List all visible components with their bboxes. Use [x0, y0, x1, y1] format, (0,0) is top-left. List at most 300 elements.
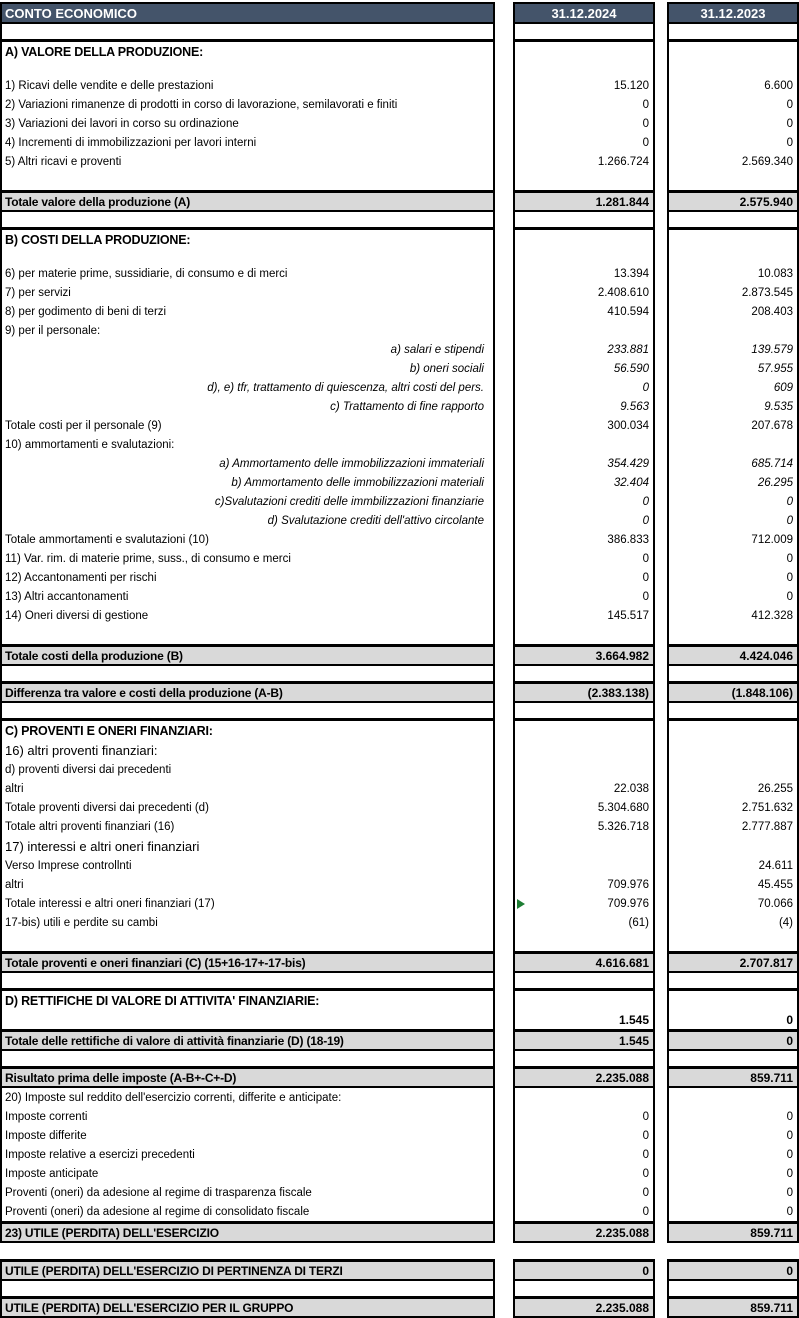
table-row [0, 1281, 799, 1296]
column-spacer [655, 359, 667, 378]
column-spacer [655, 473, 667, 492]
column-spacer [655, 1107, 667, 1126]
value-cell-2024 [513, 152, 655, 171]
label-cell [0, 1221, 495, 1243]
label-cell [0, 913, 495, 932]
column-spacer [655, 1281, 667, 1296]
column-spacer [495, 133, 513, 152]
row-label: A) VALORE DELLA PRODUZIONE: [5, 44, 204, 59]
value-cell-2024 [513, 1281, 655, 1296]
row-label: b) oneri sociali [409, 362, 484, 375]
value-2024: 354.429 [607, 457, 649, 470]
value-cell-2023 [667, 95, 799, 114]
value-2024: 0 [642, 1205, 649, 1218]
value-2024: (61) [628, 916, 649, 929]
row-label: 4) Incrementi di immobilizzazioni per lavori interni [5, 136, 257, 149]
column-spacer [655, 530, 667, 549]
table-row [0, 1088, 799, 1107]
table-row [0, 1183, 799, 1202]
label-cell [0, 416, 495, 435]
column-spacer [655, 568, 667, 587]
value-2024: 0 [642, 1263, 649, 1278]
label-cell [0, 76, 495, 95]
value-cell-2024 [513, 114, 655, 133]
table-row [0, 227, 799, 249]
column-spacer [655, 740, 667, 760]
value-cell-2024 [513, 39, 655, 61]
value-cell-2024 [513, 416, 655, 435]
row-label: 7) per servizi [5, 286, 71, 299]
value-cell-2024 [513, 856, 655, 875]
column-spacer [495, 779, 513, 798]
label-cell [0, 587, 495, 606]
value-cell-2024 [513, 798, 655, 817]
table-row [0, 1243, 799, 1259]
value-cell-2024 [513, 681, 655, 703]
row-label: D) RETTIFICHE DI VALORE DI ATTIVITA' FINANZIARIE: [5, 993, 320, 1008]
label-cell [0, 397, 495, 416]
column-spacer [495, 703, 513, 718]
value-2023: 2.569.340 [741, 155, 793, 168]
label-cell [0, 760, 495, 779]
row-label: Imposte anticipate [5, 1167, 99, 1180]
label-cell [0, 1243, 495, 1259]
value-cell-2023 [667, 1088, 799, 1107]
value-2023: 2.873.545 [741, 286, 793, 299]
column-spacer [495, 435, 513, 454]
row-label: d), e) tfr, trattamento di quiescenza, altri costi del pers. [207, 381, 484, 394]
value-2023: 0 [786, 1263, 793, 1278]
column-spacer [495, 1243, 513, 1259]
column-spacer [495, 988, 513, 1010]
row-label: 2) Variazioni rimanenze di prodotti in corso di lavorazione, semilavorati e finiti [5, 98, 398, 111]
value-cell-2023 [667, 340, 799, 359]
value-2023: 2.751.632 [741, 801, 793, 814]
table-row [0, 798, 799, 817]
column-spacer [655, 492, 667, 511]
row-label: 13) Altri accantonamenti [5, 590, 129, 603]
table-row [0, 340, 799, 359]
column-spacer [655, 894, 667, 913]
value-2023: 0 [786, 98, 793, 111]
value-2023: 0 [786, 1012, 793, 1027]
value-cell-2024 [513, 378, 655, 397]
row-label: 23) UTILE (PERDITA) DELL'ESERCIZIO [5, 1225, 219, 1240]
value-cell-2024 [513, 1221, 655, 1243]
label-cell [0, 973, 495, 988]
table-row [0, 856, 799, 875]
row-label: Risultato prima delle imposte (A-B+-C+-D) [5, 1070, 237, 1085]
row-label: 12) Accantonamenti per rischi [5, 571, 157, 584]
column-spacer [495, 1051, 513, 1066]
table-row [0, 24, 799, 39]
value-2024: 145.517 [607, 609, 649, 622]
column-spacer [655, 435, 667, 454]
column-spacer [655, 913, 667, 932]
value-2023: 0 [786, 1129, 793, 1142]
value-cell-2024 [513, 666, 655, 681]
value-2023: 859.711 [750, 1300, 793, 1315]
column-spacer [655, 549, 667, 568]
value-2024: 5.326.718 [597, 820, 649, 833]
column-spacer [655, 152, 667, 171]
label-cell [0, 511, 495, 530]
value-2023: 70.066 [757, 897, 793, 910]
column-spacer [655, 511, 667, 530]
value-2024: 2.235.088 [595, 1070, 649, 1085]
column-spacer [495, 530, 513, 549]
row-label: a) salari e stipendi [390, 343, 484, 356]
value-cell-2023 [667, 435, 799, 454]
value-2024: 1.545 [618, 1012, 649, 1027]
value-cell-2024 [513, 227, 655, 249]
value-cell-2024 [513, 302, 655, 321]
label-cell [0, 644, 495, 666]
table-row [0, 875, 799, 894]
value-cell-2023 [667, 511, 799, 530]
label-cell [0, 530, 495, 549]
row-label: 14) Oneri diversi di gestione [5, 609, 149, 622]
table-row [0, 779, 799, 798]
column-spacer [655, 61, 667, 76]
value-cell-2024 [513, 1164, 655, 1183]
column-spacer [495, 212, 513, 227]
table-row [0, 1010, 799, 1029]
value-cell-2024 [513, 740, 655, 760]
value-2024: 0 [642, 117, 649, 130]
column-spacer [655, 95, 667, 114]
value-2024: 0 [642, 1186, 649, 1199]
column-spacer [495, 973, 513, 988]
value-cell-2024 [513, 1088, 655, 1107]
table-row [0, 454, 799, 473]
label-cell [0, 568, 495, 587]
value-cell-2023 [667, 1145, 799, 1164]
statement-title: CONTO ECONOMICO [0, 2, 495, 24]
value-cell-2023 [667, 1126, 799, 1145]
table-row [0, 152, 799, 171]
label-cell [0, 1145, 495, 1164]
value-2023: (4) [778, 916, 793, 929]
value-2023: 2.777.887 [741, 820, 793, 833]
value-2023: 0 [786, 1033, 793, 1048]
column-spacer [655, 227, 667, 249]
row-label: d) Svalutazione crediti dell'attivo circolante [267, 514, 484, 527]
statement-rows [0, 24, 799, 1318]
table-row [0, 1066, 799, 1088]
column-spacer [655, 114, 667, 133]
column-spacer [495, 568, 513, 587]
value-cell-2023 [667, 283, 799, 302]
value-cell-2023 [667, 894, 799, 913]
value-cell-2024 [513, 359, 655, 378]
label-cell [0, 39, 495, 61]
value-2024: 56.590 [613, 362, 649, 375]
value-cell-2024 [513, 133, 655, 152]
table-row [0, 530, 799, 549]
value-2024: 0 [642, 495, 649, 508]
table-row [0, 1164, 799, 1183]
column-spacer [495, 606, 513, 625]
value-cell-2023 [667, 171, 799, 190]
value-2023: 139.579 [751, 343, 793, 356]
value-cell-2023 [667, 1243, 799, 1259]
row-label: 20) Imposte sul reddito dell'esercizio correnti, differite e anticipate: [5, 1091, 342, 1104]
row-label: Totale proventi diversi dai precedenti (d) [5, 801, 209, 814]
value-cell-2024 [513, 1107, 655, 1126]
label-cell [0, 1164, 495, 1183]
column-spacer [495, 340, 513, 359]
column-spacer [655, 1243, 667, 1259]
column-spacer [495, 511, 513, 530]
value-2023: 0 [786, 1148, 793, 1161]
column-spacer [495, 1259, 513, 1281]
value-cell-2023 [667, 321, 799, 340]
column-spacer [495, 264, 513, 283]
column-spacer [495, 1281, 513, 1296]
label-cell [0, 681, 495, 703]
value-cell-2023 [667, 988, 799, 1010]
table-row [0, 817, 799, 836]
table-row [0, 703, 799, 718]
value-cell-2024 [513, 1202, 655, 1221]
value-cell-2023 [667, 718, 799, 740]
column-spacer [655, 666, 667, 681]
column-spacer [655, 133, 667, 152]
column-spacer [655, 190, 667, 212]
value-2024: 0 [642, 381, 649, 394]
table-row [0, 894, 799, 913]
table-row [0, 212, 799, 227]
label-cell [0, 740, 495, 760]
value-cell-2023 [667, 473, 799, 492]
label-cell [0, 606, 495, 625]
value-cell-2023 [667, 836, 799, 856]
column-spacer [655, 779, 667, 798]
column-spacer [495, 1088, 513, 1107]
table-row [0, 1126, 799, 1145]
table-row [0, 644, 799, 666]
value-cell-2024 [513, 718, 655, 740]
value-2024: 9.563 [620, 400, 649, 413]
row-label: 9) per il personale: [5, 324, 101, 337]
column-spacer [655, 416, 667, 435]
label-cell [0, 894, 495, 913]
value-cell-2024 [513, 76, 655, 95]
column-spacer [655, 302, 667, 321]
value-cell-2023 [667, 190, 799, 212]
value-cell-2023 [667, 913, 799, 932]
value-2023: 6.600 [764, 79, 793, 92]
row-label: Verso Imprese controllnti [5, 859, 132, 872]
value-2023: 859.711 [750, 1070, 793, 1085]
value-2024: 709.976 [607, 897, 649, 910]
value-2023: 10.083 [757, 267, 793, 280]
label-cell [0, 227, 495, 249]
value-2024: 22.038 [613, 782, 649, 795]
column-spacer [495, 473, 513, 492]
column-spacer [655, 875, 667, 894]
value-cell-2023 [667, 1051, 799, 1066]
column-spacer [495, 894, 513, 913]
value-2023: 0 [786, 571, 793, 584]
value-cell-2024 [513, 397, 655, 416]
value-cell-2024 [513, 760, 655, 779]
table-row [0, 473, 799, 492]
value-2024: 15.120 [613, 79, 649, 92]
value-2024: 2.408.610 [597, 286, 649, 299]
column-spacer [495, 760, 513, 779]
label-cell [0, 798, 495, 817]
row-label: 1) Ricavi delle vendite e delle prestazioni [5, 79, 214, 92]
column-spacer [495, 875, 513, 894]
table-row [0, 1221, 799, 1243]
table-row [0, 435, 799, 454]
value-cell-2023 [667, 1202, 799, 1221]
value-cell-2023 [667, 227, 799, 249]
table-row [0, 511, 799, 530]
row-label: C) PROVENTI E ONERI FINANZIARI: [5, 723, 213, 738]
table-row [0, 61, 799, 76]
table-row [0, 114, 799, 133]
value-2023: 0 [786, 117, 793, 130]
value-2024: 0 [642, 1167, 649, 1180]
value-cell-2023 [667, 264, 799, 283]
column-spacer [655, 264, 667, 283]
value-cell-2024 [513, 703, 655, 718]
table-row [0, 587, 799, 606]
column-spacer [655, 378, 667, 397]
column-spacer [655, 1051, 667, 1066]
value-cell-2023 [667, 703, 799, 718]
value-cell-2024 [513, 568, 655, 587]
value-2023: 9.535 [764, 400, 793, 413]
label-cell [0, 703, 495, 718]
value-2023: 2.707.817 [739, 955, 793, 970]
column-spacer [495, 932, 513, 951]
column-spacer [655, 39, 667, 61]
label-cell [0, 283, 495, 302]
value-cell-2023 [667, 1259, 799, 1281]
value-cell-2024 [513, 779, 655, 798]
table-row [0, 492, 799, 511]
column-header-2024: 31.12.2024 [513, 2, 655, 24]
column-spacer [495, 817, 513, 836]
table-row [0, 913, 799, 932]
value-cell-2024 [513, 625, 655, 644]
value-2023: 609 [773, 381, 793, 394]
column-spacer [495, 302, 513, 321]
column-spacer [655, 249, 667, 264]
label-cell [0, 212, 495, 227]
column-spacer [495, 152, 513, 171]
table-row [0, 397, 799, 416]
column-spacer [495, 227, 513, 249]
column-spacer [495, 798, 513, 817]
value-cell-2023 [667, 24, 799, 39]
column-spacer [495, 190, 513, 212]
row-label: 10) ammortamenti e svalutazioni: [5, 438, 175, 451]
value-cell-2023 [667, 302, 799, 321]
column-header-2023: 31.12.2023 [667, 2, 799, 24]
label-cell [0, 473, 495, 492]
row-label: 17-bis) utili e perdite su cambi [5, 916, 158, 929]
table-row [0, 932, 799, 951]
label-cell [0, 1259, 495, 1281]
value-cell-2023 [667, 39, 799, 61]
table-row [0, 190, 799, 212]
table-row [0, 568, 799, 587]
value-cell-2024 [513, 492, 655, 511]
table-row [0, 133, 799, 152]
green-flag-icon [517, 899, 525, 909]
label-cell [0, 61, 495, 76]
row-label: 11) Var. rim. di materie prime, suss., di consumo e merci [5, 552, 291, 565]
table-row [0, 718, 799, 740]
value-cell-2024 [513, 1029, 655, 1051]
row-label: Proventi (oneri) da adesione al regime di trasparenza fiscale [5, 1186, 312, 1199]
label-cell [0, 988, 495, 1010]
value-cell-2023 [667, 932, 799, 951]
label-cell [0, 1281, 495, 1296]
value-cell-2023 [667, 875, 799, 894]
row-label: 3) Variazioni dei lavori in corso su ordinazione [5, 117, 239, 130]
row-label: Totale ammortamenti e svalutazioni (10) [5, 533, 209, 546]
column-spacer [655, 1183, 667, 1202]
value-cell-2023 [667, 249, 799, 264]
value-2024: 709.976 [607, 878, 649, 891]
label-cell [0, 1107, 495, 1126]
column-spacer [495, 951, 513, 973]
table-row [0, 283, 799, 302]
row-label: Totale proventi e oneri finanziari (C) (15+16-17+-17-bis) [5, 955, 306, 970]
value-2023: 0 [786, 495, 793, 508]
table-row [0, 1107, 799, 1126]
value-cell-2024 [513, 875, 655, 894]
table-row [0, 1202, 799, 1221]
table-row [0, 988, 799, 1010]
value-cell-2023 [667, 1010, 799, 1029]
row-label: 5) Altri ricavi e proventi [5, 155, 122, 168]
value-cell-2023 [667, 416, 799, 435]
label-cell [0, 1029, 495, 1051]
label-cell [0, 549, 495, 568]
table-row [0, 740, 799, 760]
value-cell-2023 [667, 1164, 799, 1183]
value-cell-2023 [667, 856, 799, 875]
column-spacer [655, 2, 667, 24]
table-row [0, 321, 799, 340]
table-row [0, 302, 799, 321]
table-row [0, 249, 799, 264]
value-cell-2023 [667, 666, 799, 681]
column-spacer [655, 171, 667, 190]
value-cell-2024 [513, 951, 655, 973]
table-row [0, 666, 799, 681]
value-cell-2024 [513, 587, 655, 606]
column-spacer [495, 61, 513, 76]
value-cell-2023 [667, 378, 799, 397]
value-2023: 0 [786, 1167, 793, 1180]
label-cell [0, 951, 495, 973]
column-spacer [495, 2, 513, 24]
table-row [0, 549, 799, 568]
column-spacer [655, 283, 667, 302]
value-cell-2024 [513, 1145, 655, 1164]
row-label: b) Ammortamento delle immobilizzazioni materiali [231, 476, 484, 489]
value-cell-2024 [513, 249, 655, 264]
column-spacer [495, 76, 513, 95]
